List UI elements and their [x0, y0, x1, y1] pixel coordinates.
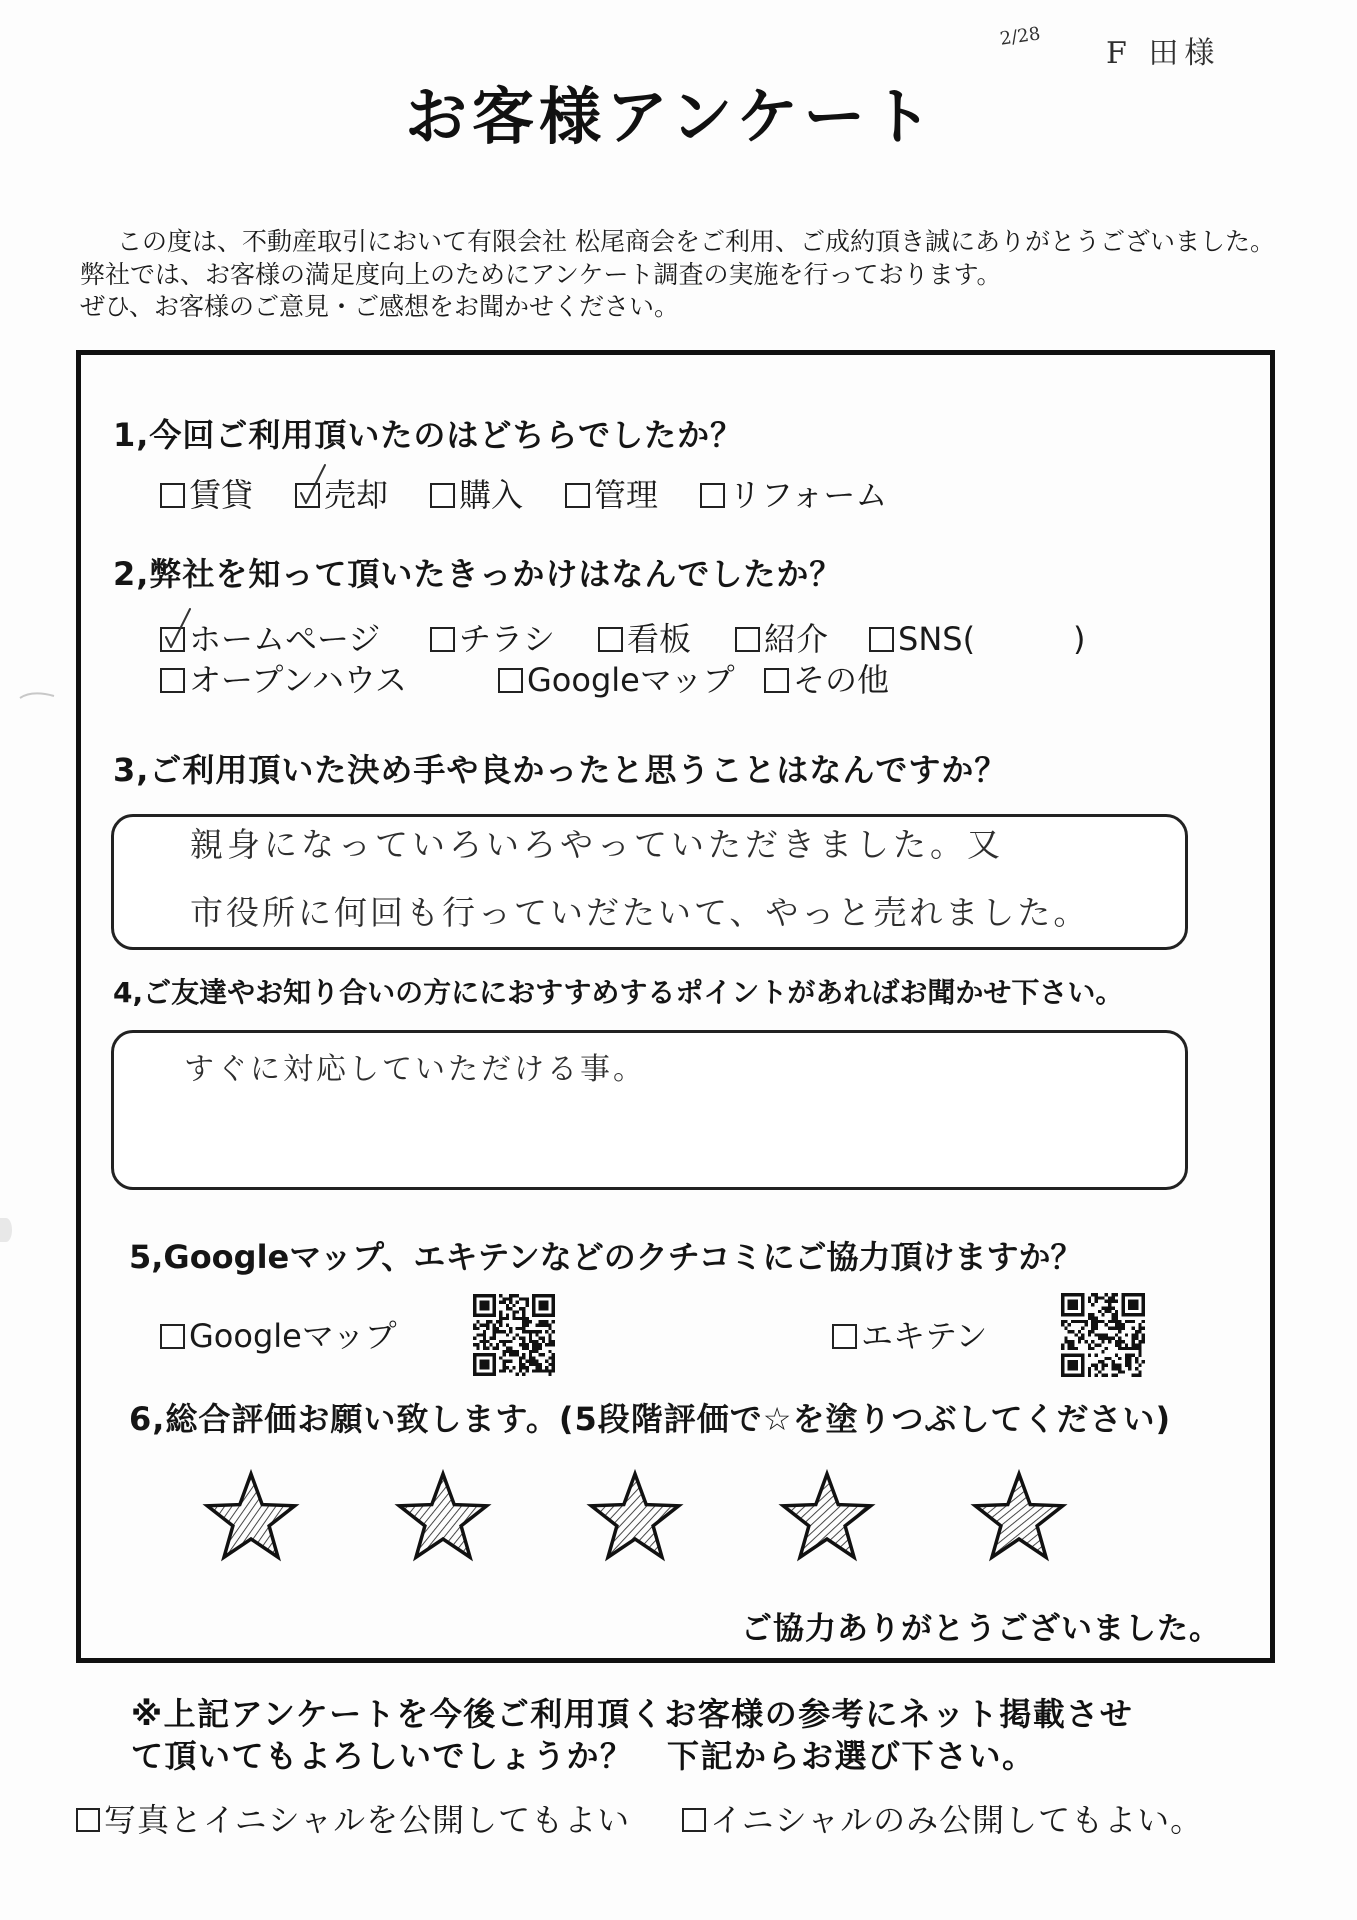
handwritten-answer-line: すぐに対応していただける事。 [184, 1052, 646, 1087]
option-signboard[interactable] [598, 619, 691, 659]
question-1: 1,今回ご利用頂いたのはどちらでしたか？ [113, 416, 744, 454]
option-label: リフォーム [729, 476, 888, 514]
question-5: 5,Googleマップ、エキテンなどのクチコミにご協力頂けますか？ [129, 1238, 1083, 1276]
checkbox[interactable] [160, 668, 185, 693]
checkbox[interactable] [498, 668, 523, 693]
option-other[interactable] [764, 660, 889, 700]
option-label: 紹介 [764, 620, 829, 658]
checkbox[interactable] [160, 1324, 185, 1349]
option-flyer[interactable] [430, 619, 555, 659]
rating-star[interactable] [585, 1466, 685, 1566]
qr-code-ekiten[interactable] [1061, 1293, 1145, 1377]
option-google-maps[interactable] [498, 660, 735, 700]
option-purchase[interactable] [430, 475, 523, 515]
rating-star[interactable] [393, 1466, 493, 1566]
handwritten-answer-line: 市役所に何回も行っていだたいて、やっと売れました。 [190, 893, 1090, 932]
option-label: チラシ [459, 620, 556, 658]
handwritten-date: 2/28 [998, 23, 1042, 50]
option-label: Googleマップ [527, 661, 735, 699]
option-rent[interactable] [160, 475, 253, 515]
option-label: Googleマップ [189, 1317, 397, 1355]
checkbox[interactable] [295, 483, 320, 508]
checkbox[interactable] [598, 627, 623, 652]
checkbox[interactable] [682, 1808, 706, 1832]
rating-star[interactable] [777, 1466, 877, 1566]
option-open-house[interactable] [160, 660, 407, 700]
option-referral[interactable] [735, 619, 828, 659]
scan-mark [18, 688, 58, 702]
option-label: 管理 [594, 476, 659, 514]
handwritten-answer-line: 親身になっていろいろやっていただきました。又 [190, 825, 1004, 864]
consent-note-line: て頂いてもよろしいでしょうか？ 下記からお選び下さい。 [131, 1737, 1036, 1775]
check-mark-icon [295, 461, 331, 509]
checkbox[interactable] [869, 627, 894, 652]
rating-star[interactable] [969, 1466, 1069, 1566]
checkbox[interactable] [430, 483, 455, 508]
option-reform[interactable] [700, 475, 887, 515]
page-title: お客様アンケート [405, 80, 938, 153]
question-2: 2,弊社を知って頂いたきっかけはなんでしたか？ [113, 555, 843, 593]
option-label: 購入 [459, 476, 524, 514]
checkbox[interactable] [832, 1324, 857, 1349]
question-4: 4,ご友達やお知り合いの方ににおすすめするポイントがあればお聞かせ下さい。 [113, 976, 1124, 1009]
option-review-google-maps[interactable] [160, 1316, 397, 1356]
option-review-ekiten[interactable] [832, 1316, 987, 1356]
option-label: その他 [793, 661, 890, 699]
option-sale[interactable] [295, 475, 388, 515]
option-label: 写真とイニシャルを公開してもよい [104, 1801, 631, 1839]
checkbox[interactable] [700, 483, 725, 508]
rating-star[interactable] [201, 1466, 301, 1566]
option-label: イニシャルのみ公開してもよい。 [710, 1801, 1204, 1839]
consent-option-photo-initials[interactable] [76, 1800, 630, 1840]
option-sns[interactable] [869, 619, 975, 659]
option-label: 売却 [324, 476, 389, 514]
checkbox[interactable] [76, 1808, 100, 1832]
checkbox[interactable] [565, 483, 590, 508]
question-6: 6,総合評価お願い致します。(5段階評価で☆を塗りつぶしてください) [129, 1400, 1172, 1438]
intro-line: 弊社では、お客様の満足度向上のためにアンケート調査の実施を行っております。 [80, 260, 1002, 289]
option-label: ホームページ [189, 620, 381, 658]
checkbox[interactable] [160, 627, 185, 652]
question-3: 3,ご利用頂いた決め手や良かったと思うことはなんですか？ [113, 751, 1008, 789]
punch-hole [0, 1218, 12, 1242]
option-homepage[interactable] [160, 619, 380, 659]
intro-line: この度は、不動産取引において有限会社 松尾商会をご利用、ご成約頂き誠にありがとうございました。 [117, 227, 1275, 256]
checkbox[interactable] [430, 627, 455, 652]
checkbox[interactable] [160, 483, 185, 508]
qr-code-google-maps[interactable] [473, 1294, 555, 1376]
intro-line: ぜひ、お客様のご意見・ご感想をお聞かせください。 [80, 292, 680, 321]
consent-option-initials-only[interactable] [682, 1800, 1203, 1840]
option-management[interactable] [565, 475, 658, 515]
option-label: エキテン [861, 1317, 988, 1355]
sns-close-paren: ) [1073, 620, 1086, 658]
handwritten-customer-name: F 田様 [1106, 36, 1221, 71]
consent-note-line: ※上記アンケートを今後ご利用頂くお客様の参考にネット掲載させ [131, 1695, 1134, 1733]
checkbox[interactable] [735, 627, 760, 652]
check-mark-icon [160, 605, 196, 653]
option-label: 賃貸 [189, 476, 254, 514]
option-label: オープンハウス [189, 661, 407, 699]
thanks-message: ご協力ありがとうございました。 [741, 1611, 1221, 1647]
checkbox[interactable] [764, 668, 789, 693]
option-label: SNS( [898, 620, 976, 658]
option-label: 看板 [627, 620, 692, 658]
